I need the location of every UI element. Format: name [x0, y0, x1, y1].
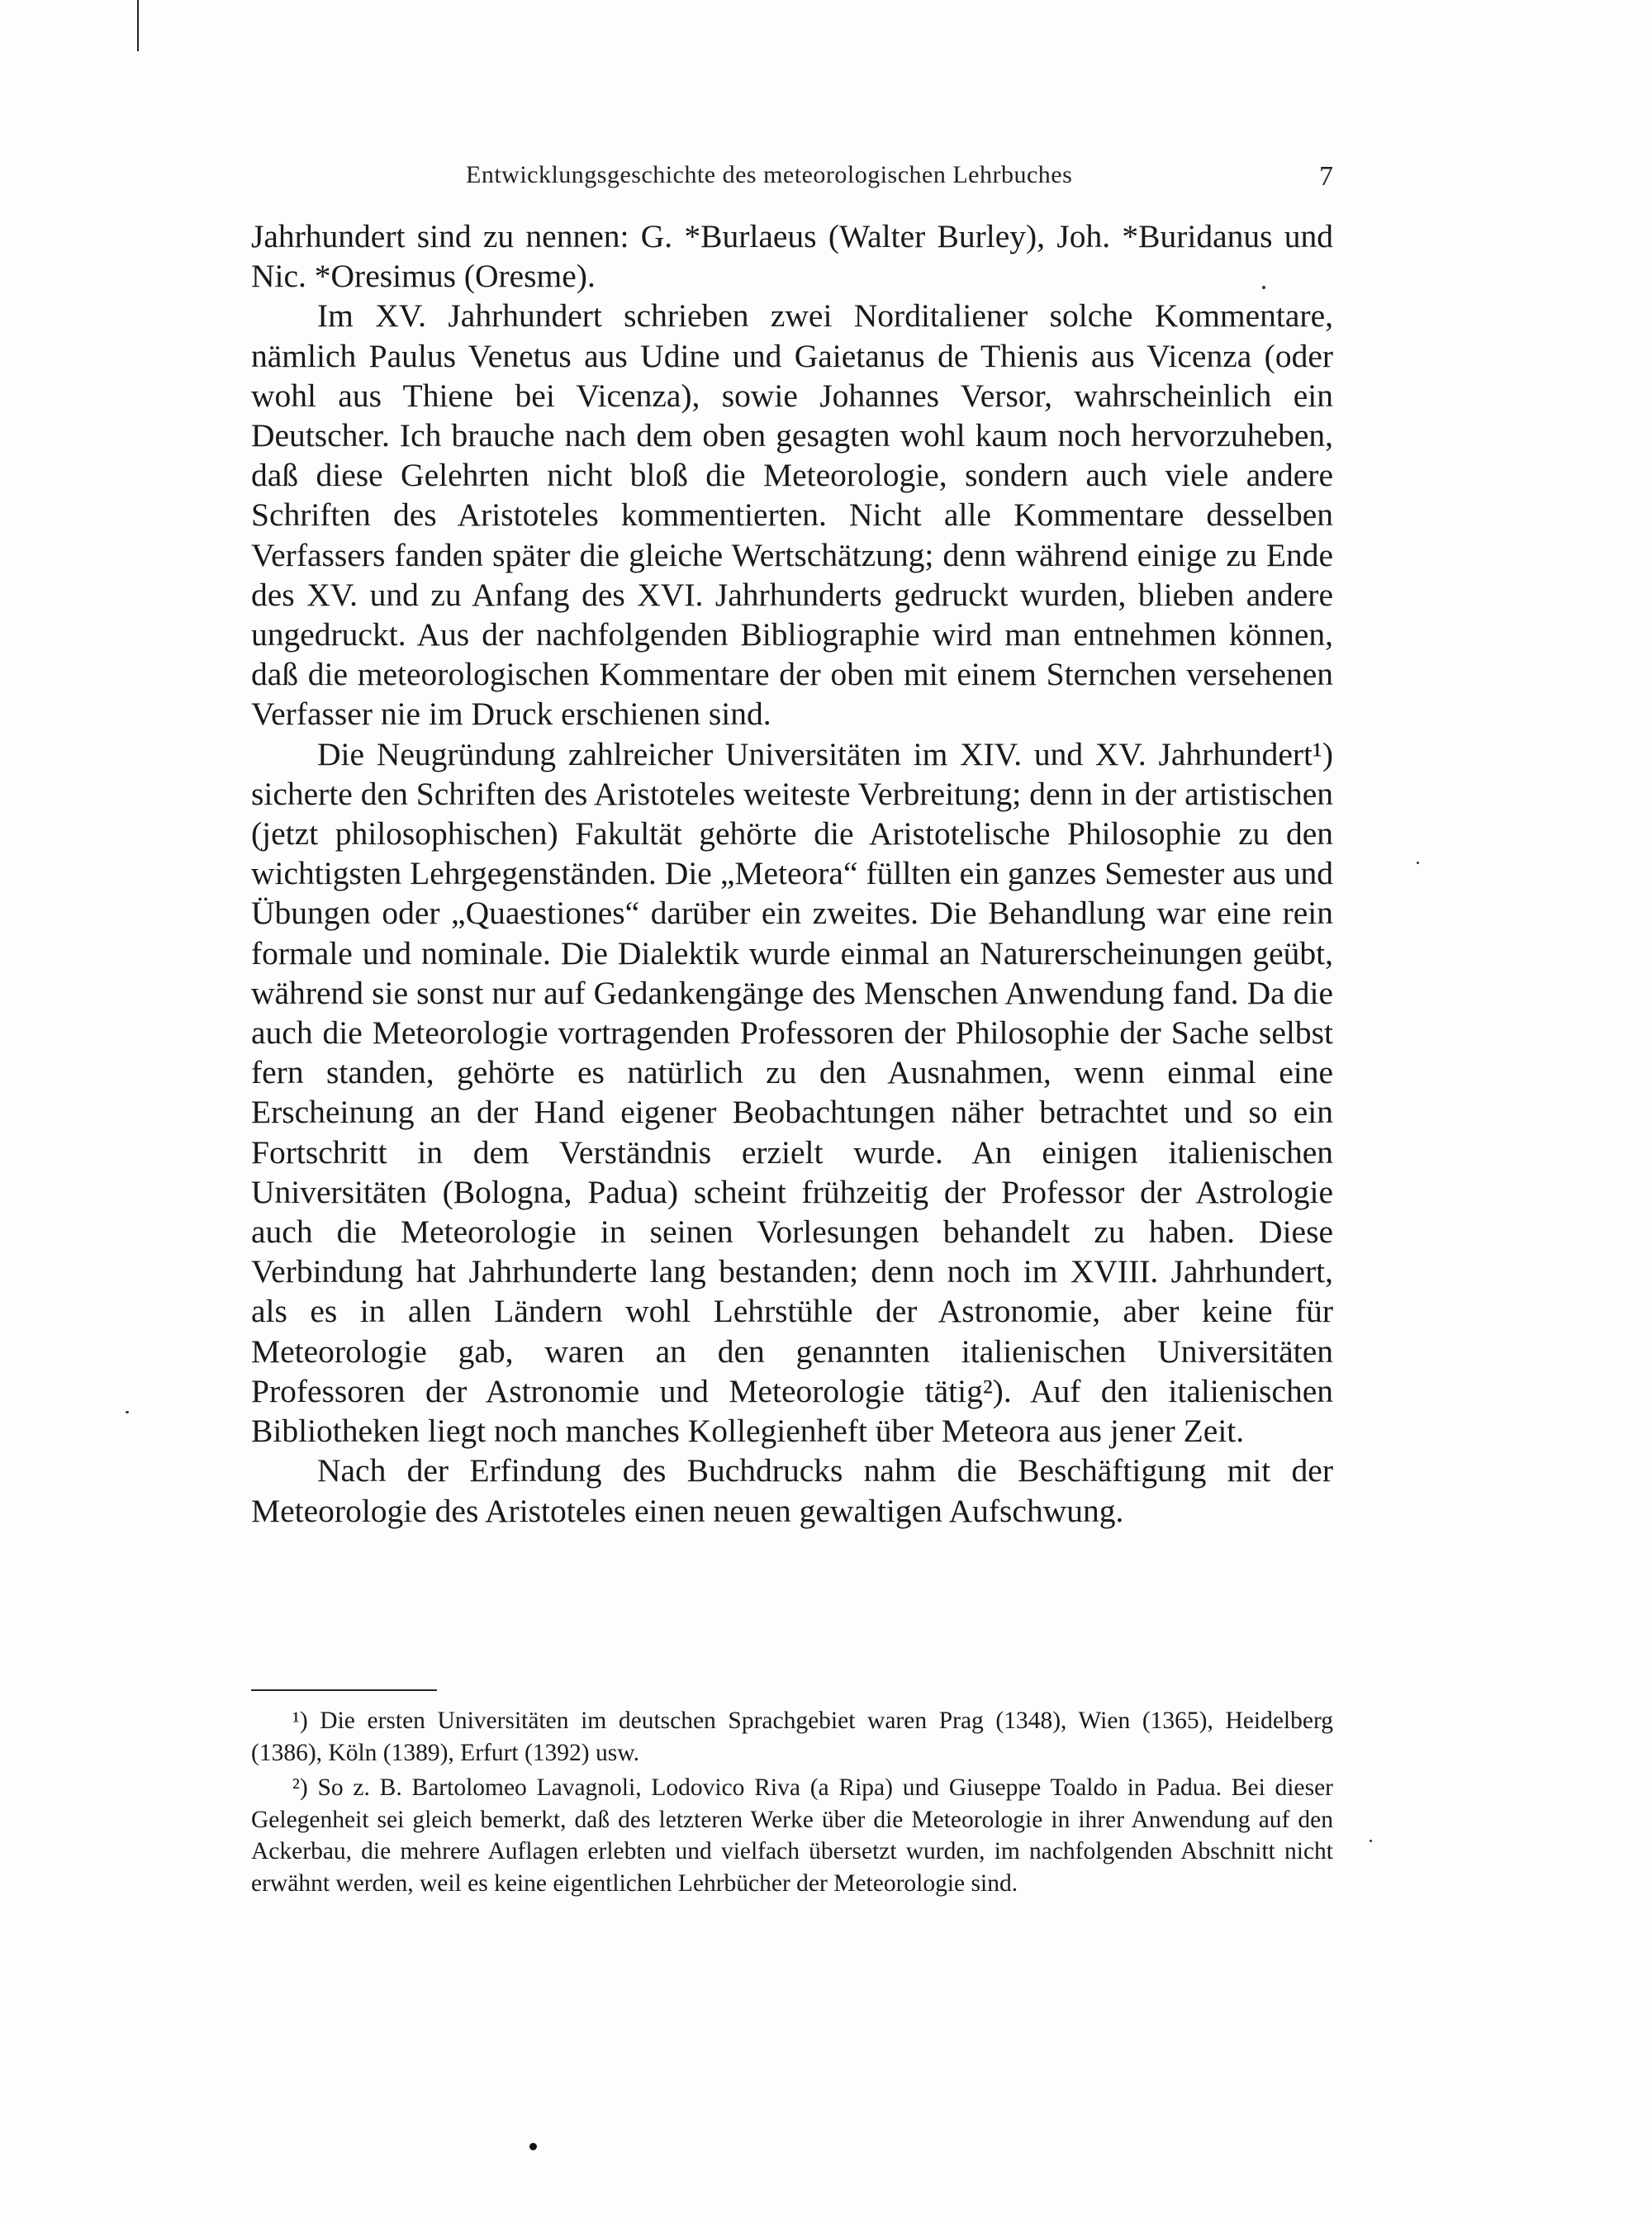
paragraph-continuation: Jahrhundert sind zu nennen: G. *Burlaeus (Walter Burley), Joh. *Buridanus und Nic. *Oresimus (Oresme).: [251, 218, 1333, 295]
paragraph: Die Neugründung zahlreicher Universitäten im XIV. und XV. Jahrhundert¹) sicherte den Schriften des Aristoteles weiteste Verbreitung; denn in der artistischen (jetzt philosophischen) Fakultät gehörte die Aristotelische Philosophie zu den wichtigsten Lehrgegenständen. Die „Meteora“ füllten ein ganzes Semester aus und Übungen oder „Quaestiones“ darüber ein zweites. Die Behandlung war eine rein formale und nominale. Die Dialektik wurde einmal an Naturerscheinungen geübt, während sie sonst nur auf Gedankengänge des Menschen Anwendung fand. Da die auch die Meteorologie vortragenden Professoren der Philosophie der Sache selbst fern standen, gehörte es natürlich zu den Ausnahmen, wenn einmal eine Erscheinung an der Hand eigener Beobachtungen näher betrachtet und so ein Fortschritt in dem Verständnis erzielt wurde. An einigen italienischen Universitäten (Bologna, Padua) scheint frühzeitig der Professor der Astrologie auch die Meteorologie in seinen Vorlesungen behandelt zu haben. Diese Verbindung hat Jahrhunderte lang bestanden; denn noch im XVIII. Jahrhundert, als es in allen Ländern wohl Lehrstühle der Astronomie, aber keine für Meteorologie gab, waren an den genannten italienischen Universitäten Professoren der Astronomie und Meteorologie tätig²). Auf den italienischen Bibliotheken liegt noch manches Kollegienheft über Meteora aus jener Zeit.: [251, 735, 1333, 1450]
running-header: [251, 161, 1333, 202]
page-number: 7: [1319, 161, 1333, 192]
footnote-2: ²) So z. B. Bartolomeo Lavagnoli, Lodovico Riva (a Ripa) und Giuseppe Toaldo in Padua. Bei dieser Gelegenheit sei gleich bemerkt, daß des letzteren Werke über die Meteorologie in ihrer Anwendung auf den Ackerbau, die mehrere Auflagen erlebten und vielfach übersetzt wurden, im nachfolgenden Abschnitt nicht erwähnt werden, weil es keine eigentlichen Lehrbücher der Meteorologie sind.: [251, 1774, 1333, 1897]
paragraph: Nach der Erfindung des Buchdrucks nahm die Beschäftigung mit der Meteorologie des Aristoteles einen neuen gewaltigen Aufschwung.: [251, 1452, 1333, 1529]
scan-edge-mark: [137, 0, 139, 51]
footnote-rule: [251, 1689, 437, 1691]
paragraph: Im XV. Jahrhundert schrieben zwei Norditaliener solche Kommentare, nämlich Paulus Venetus aus Udine und Gaietanus de Thienis aus Vicenza (oder wohl aus Thiene bei Vicenza), sowie Johannes Versor, wahrscheinlich ein Deutscher. Ich brauche nach dem oben gesagten wohl kaum noch hervorzuheben, daß diese Gelehrten nicht bloß die Meteorologie, sondern auch viele andere Schriften des Aristoteles kommentierten. Nicht alle Kommentare desselben Verfassers fanden später die gleiche Wertschätzung; denn während einige zu Ende des XV. und zu Anfang des XVI. Jahrhunderts gedruckt wurden, blieben andere ungedruckt. Aus der nachfolgenden Bibliographie wird man entnehmen können, daß die meteorologischen Kommentare der oben mit einem Sternchen versehenen Verfasser nie im Druck erschienen sind.: [251, 297, 1333, 733]
scan-speck: [126, 1411, 129, 1413]
main-text: [251, 216, 1333, 1531]
footnote-1: ¹) Die ersten Universitäten im deutschen Sprachgebiet waren Prag (1348), Wien (1365), Heidelberg (1386), Köln (1389), Erfurt (1392) usw.: [251, 1708, 1333, 1766]
footnotes: [251, 1705, 1333, 1902]
scan-ink-dot: [529, 2143, 537, 2150]
scan-speck: [1417, 862, 1419, 864]
running-header-title: Entwicklungsgeschichte des meteorologischen Lehrbuches: [466, 161, 1073, 188]
scan-speck: [1370, 1840, 1372, 1842]
